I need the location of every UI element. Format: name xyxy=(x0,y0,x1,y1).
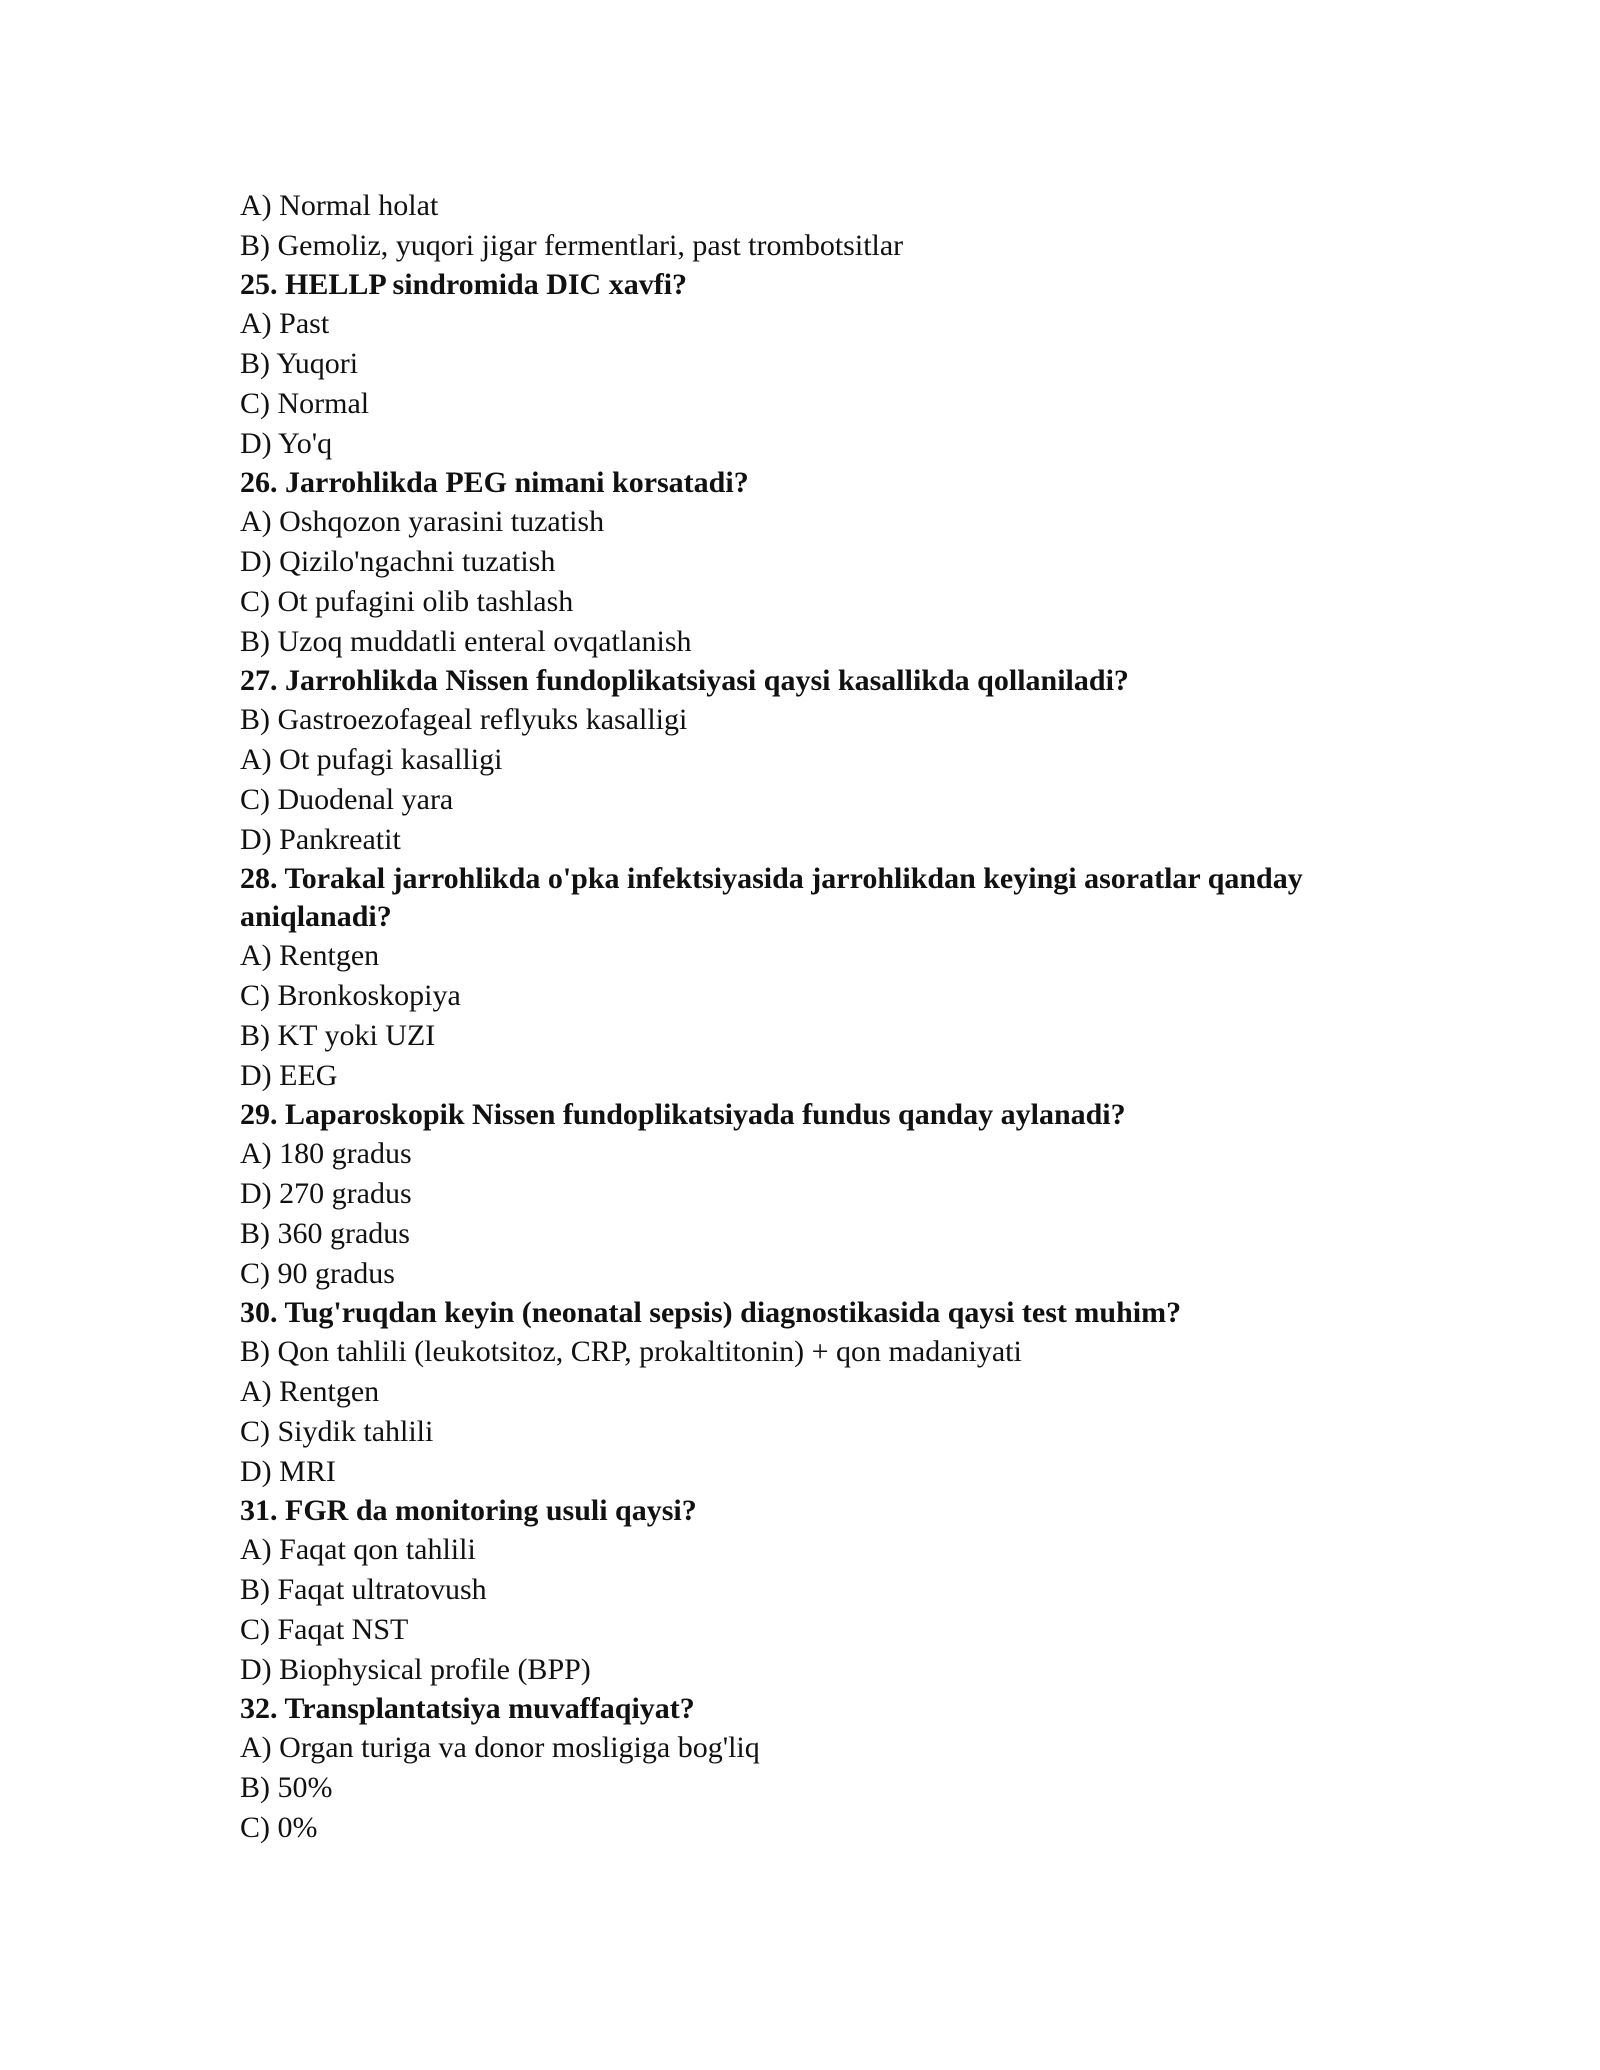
answer-option: C) Siydik tahlili xyxy=(240,1415,434,1448)
question-heading: 31. FGR da monitoring usuli qaysi? xyxy=(240,1494,697,1527)
answer-option: D) Yo'q xyxy=(240,427,333,460)
answer-option: B) 360 gradus xyxy=(240,1217,410,1250)
answer-option: B) KT yoki UZI xyxy=(240,1019,436,1052)
answer-option: D) 270 gradus xyxy=(240,1177,412,1210)
answer-option: A) Past xyxy=(240,307,330,340)
answer-option: C) Normal xyxy=(240,387,370,420)
question-heading: 32. Transplantatsiya muvaffaqiyat? xyxy=(240,1692,695,1725)
answer-option: C) Ot pufagini olib tashlash xyxy=(240,585,574,618)
answer-option: B) Gemoliz, yuqori jigar fermentlari, past trombotsitlar xyxy=(240,229,904,262)
answer-option: B) 50% xyxy=(240,1771,333,1804)
answer-option: A) Normal holat xyxy=(240,189,439,222)
answer-option: A) Faqat qon tahlili xyxy=(240,1533,476,1566)
answer-option: A) Rentgen xyxy=(240,939,380,972)
answer-option: C) Duodenal yara xyxy=(240,783,454,816)
answer-option: C) Bronkoskopiya xyxy=(240,979,461,1012)
answer-option: A) Oshqozon yarasini tuzatish xyxy=(240,505,605,538)
answer-option: D) EEG xyxy=(240,1059,338,1092)
answer-option: B) Yuqori xyxy=(240,347,359,380)
answer-option: D) Qizilo'ngachni tuzatish xyxy=(240,545,556,578)
answer-option: D) MRI xyxy=(240,1455,336,1488)
answer-option: B) Qon tahlili (leukotsitoz, CRP, prokaltitonin) + qon madaniyati xyxy=(240,1335,1022,1368)
answer-option: D) Biophysical profile (BPP) xyxy=(240,1653,591,1686)
question-list xyxy=(240,186,1370,1848)
question-heading: 29. Laparoskopik Nissen fundoplikatsiyada fundus qanday aylanadi? xyxy=(240,1098,1126,1131)
answer-option: A) Ot pufagi kasalligi xyxy=(240,743,503,776)
question-heading: 28. Torakal jarrohlikda o'pka infektsiyasida jarrohlikdan keyingi asoratlar qanday aniqlanadi? xyxy=(240,862,1303,933)
question-heading: 30. Tug'ruqdan keyin (neonatal sepsis) diagnostikasida qaysi test muhim? xyxy=(240,1296,1182,1329)
answer-option: C) 0% xyxy=(240,1811,318,1844)
answer-option: B) Gastroezofageal reflyuks kasalligi xyxy=(240,703,688,736)
answer-option: C) Faqat NST xyxy=(240,1613,409,1646)
question-heading: 26. Jarrohlikda PEG nimani korsatadi? xyxy=(240,466,749,499)
answer-option: B) Faqat ultratovush xyxy=(240,1573,487,1606)
question-heading: 27. Jarrohlikda Nissen fundoplikatsiyasi qaysi kasallikda qollaniladi? xyxy=(240,664,1129,697)
answer-option: D) Pankreatit xyxy=(240,823,401,856)
answer-option: C) 90 gradus xyxy=(240,1257,395,1290)
answer-option: A) Organ turiga va donor mosligiga bog'liq xyxy=(240,1731,760,1764)
answer-option: A) Rentgen xyxy=(240,1375,380,1408)
answer-option: A) 180 gradus xyxy=(240,1137,412,1170)
question-heading: 25. HELLP sindromida DIC xavfi? xyxy=(240,268,688,301)
answer-option: B) Uzoq muddatli enteral ovqatlanish xyxy=(240,625,692,658)
